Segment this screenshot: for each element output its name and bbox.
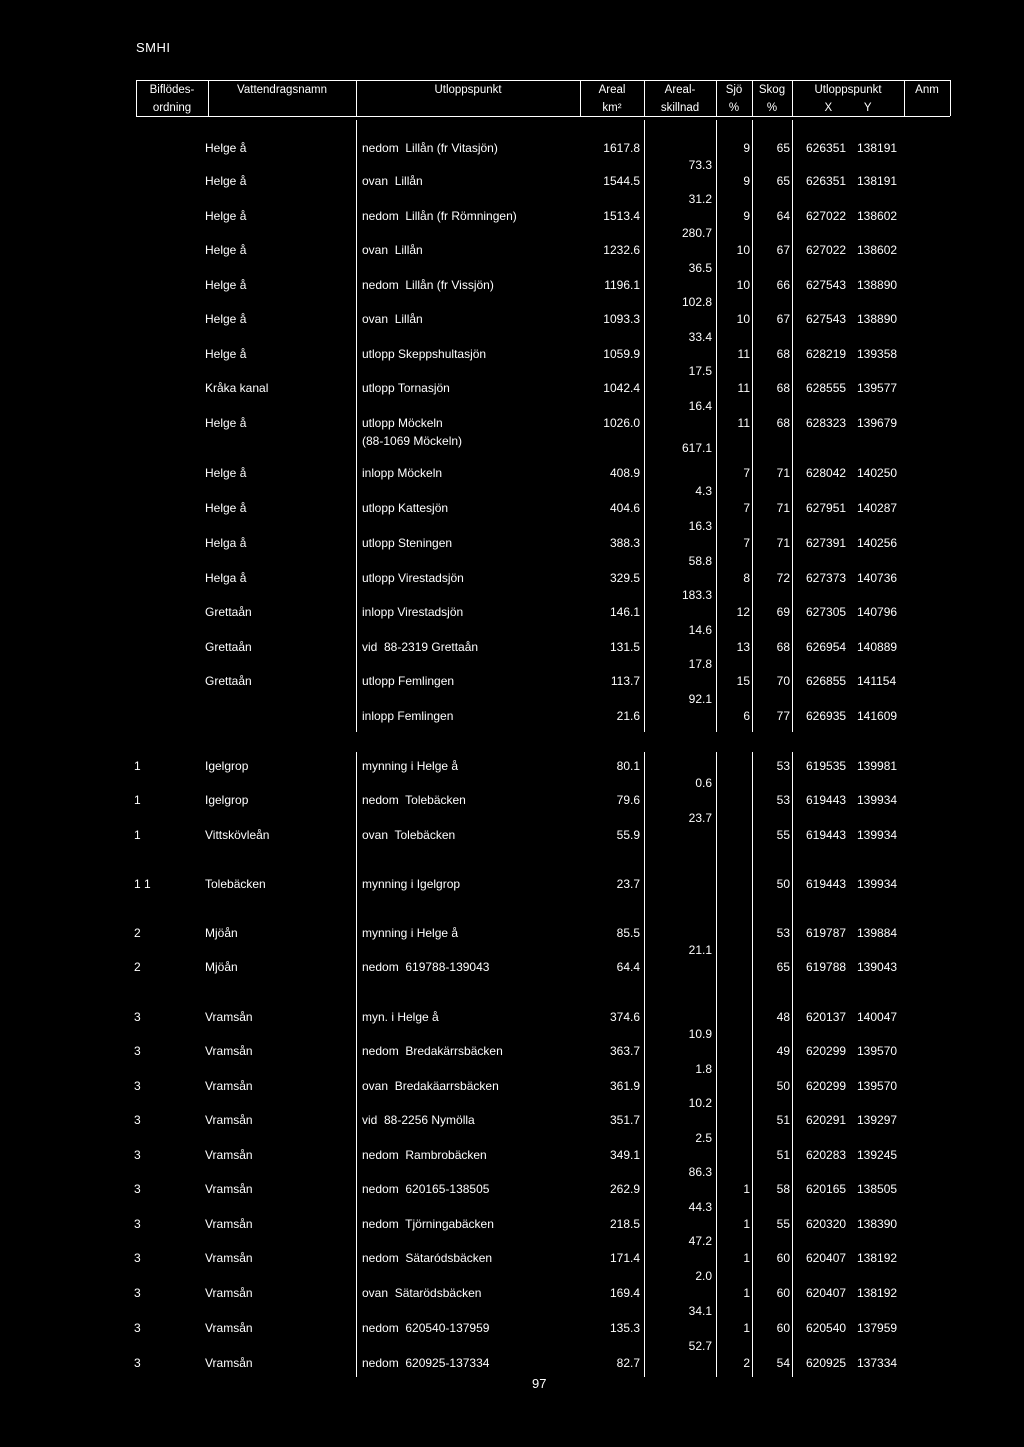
outlet-cell: nedom Lillån (fr Vissjön)	[362, 278, 494, 292]
header-utloppspunkt-xy: Utloppspunkt X Y	[814, 84, 882, 114]
order-cell: 2	[134, 960, 141, 974]
lake-pct-cell: 11	[737, 416, 750, 430]
forest-pct-cell: 77	[776, 709, 790, 723]
area-cell: 169.4	[609, 1286, 640, 1300]
forest-pct-cell: 68	[776, 347, 790, 361]
river-name-cell: Helge å	[205, 416, 247, 430]
outlet-y-cell: 139297	[857, 1113, 898, 1127]
order-cell: 3	[134, 1356, 141, 1370]
river-name-cell: Tolebäcken	[205, 877, 266, 891]
lake-pct-cell: 1	[743, 1321, 750, 1335]
outlet-x-cell: 628555	[806, 381, 847, 395]
outlet-cell: utlopp Tornasjön	[362, 381, 450, 395]
river-name-cell: Helga å	[205, 536, 247, 550]
outlet-y-cell: 139884	[857, 926, 898, 940]
area-difference-cell: 34.1	[688, 1304, 712, 1318]
lake-pct-cell: 7	[743, 536, 750, 550]
forest-pct-cell: 60	[776, 1321, 790, 1335]
outlet-x-cell: 619443	[806, 793, 847, 807]
outlet-y-cell: 140287	[857, 501, 898, 515]
outlet-cell: utlopp Virestadsjön	[362, 571, 464, 585]
area-cell: 363.7	[609, 1044, 640, 1058]
forest-pct-cell: 50	[776, 1079, 790, 1093]
outlet-cell: vid 88-2256 Nymölla	[362, 1113, 475, 1127]
forest-pct-cell: 51	[776, 1148, 790, 1162]
river-name-cell: Vramsån	[205, 1251, 253, 1265]
outlet-y-cell: 138192	[857, 1286, 898, 1300]
area-cell: 1196.1	[604, 278, 640, 292]
river-name-cell: Vramsån	[205, 1010, 253, 1024]
area-cell: 82.7	[616, 1356, 640, 1370]
forest-pct-cell: 71	[776, 536, 790, 550]
header-skog: Skog %	[758, 84, 786, 114]
forest-pct-cell: 68	[776, 640, 790, 654]
area-cell: 113.7	[610, 674, 640, 688]
lake-pct-cell: 7	[743, 466, 750, 480]
lake-pct-cell: 13	[736, 640, 750, 654]
rule-line	[644, 120, 645, 732]
river-name-cell: Mjöån	[205, 960, 238, 974]
area-difference-cell: 10.9	[688, 1027, 712, 1041]
outlet-y-cell: 138191	[857, 174, 898, 188]
outlet-y-cell: 138890	[857, 278, 898, 292]
area-cell: 351.7	[609, 1113, 640, 1127]
area-difference-cell: 183.3	[681, 588, 712, 602]
river-name-cell: Grettaån	[205, 640, 252, 654]
forest-pct-cell: 51	[776, 1113, 790, 1127]
area-difference-cell: 0.6	[695, 776, 712, 790]
area-cell: 171.4	[609, 1251, 640, 1265]
river-name-cell: Vittskövleån	[205, 828, 270, 842]
forest-pct-cell: 50	[776, 877, 790, 891]
outlet-y-cell: 139358	[857, 347, 898, 361]
river-name-cell: Vramsån	[205, 1286, 253, 1300]
area-difference-cell: 1.8	[695, 1062, 712, 1076]
outlet-cell: inlopp Virestadsjön	[362, 605, 464, 619]
outlet-y-cell: 137334	[857, 1356, 898, 1370]
outlet-cell: utlopp Kattesjön	[362, 501, 449, 515]
outlet-cell: ovan Lillån	[362, 312, 423, 326]
forest-pct-cell: 49	[776, 1044, 790, 1058]
outlet-cell: nedom Lillån (fr Römningen)	[362, 209, 517, 223]
area-difference-cell: 73.3	[688, 158, 712, 172]
outlet-x-cell: 626351	[806, 141, 847, 155]
rule-line	[792, 752, 793, 1377]
outlet-cell: inlopp Möckeln	[362, 466, 443, 480]
outlet-cell: utlopp Möckeln	[362, 416, 443, 430]
outlet-x-cell: 620291	[806, 1113, 847, 1127]
outlet-cell: utlopp Skeppshultasjön	[362, 347, 487, 361]
area-difference-cell: 52.7	[688, 1339, 712, 1353]
forest-pct-cell: 69	[776, 605, 790, 619]
area-cell: 1544.5	[603, 174, 640, 188]
river-name-cell: Vramsån	[205, 1182, 253, 1196]
forest-pct-cell: 67	[776, 312, 790, 326]
outlet-x-cell: 620299	[806, 1079, 847, 1093]
area-cell: 349.1	[609, 1148, 640, 1162]
forest-pct-cell: 66	[776, 278, 790, 292]
river-name-cell: Igelgrop	[205, 759, 249, 773]
outlet-y-cell: 139570	[857, 1044, 898, 1058]
river-name-cell: Igelgrop	[205, 793, 249, 807]
area-difference-cell: 36.5	[688, 261, 712, 275]
outlet-y-cell: 137959	[857, 1321, 898, 1335]
river-name-cell: Helge å	[205, 209, 247, 223]
rule-line	[792, 120, 793, 732]
outlet-cell: mynning i Helge å	[362, 759, 459, 773]
river-name-cell: Helge å	[205, 278, 247, 292]
area-cell: 329.5	[609, 571, 640, 585]
area-cell: 131.5	[609, 640, 640, 654]
header-utloppspunkt: Utloppspunkt	[434, 84, 502, 96]
area-difference-cell: 2.0	[695, 1269, 712, 1283]
rule-line	[752, 752, 753, 1377]
outlet-x-cell: 620407	[806, 1251, 847, 1265]
outlet-cell: mynning i Igelgrop	[362, 877, 461, 891]
area-cell: 80.1	[616, 759, 640, 773]
order-cell: 3	[134, 1148, 141, 1162]
header-anm: Anm	[915, 84, 939, 96]
outlet-cell: inlopp Femlingen	[362, 709, 454, 723]
order-cell: 3	[134, 1113, 141, 1127]
area-cell: 404.6	[609, 501, 640, 515]
river-name-cell: Helge å	[205, 347, 247, 361]
outlet-note-cell: (88-1069 Möckeln)	[362, 434, 463, 448]
order-cell: 1	[134, 793, 141, 807]
outlet-cell: nedom Lillån (fr Vitasjön)	[362, 141, 498, 155]
forest-pct-cell: 65	[776, 174, 790, 188]
river-name-cell: Helge å	[205, 312, 247, 326]
area-cell: 79.6	[616, 793, 640, 807]
area-cell: 55.9	[616, 828, 640, 842]
area-cell: 1059.9	[603, 347, 640, 361]
order-cell: 1	[134, 759, 141, 773]
area-cell: 1026.0	[603, 416, 640, 430]
river-name-cell: Helge å	[205, 501, 247, 515]
forest-pct-cell: 71	[776, 501, 790, 515]
outlet-y-cell: 138505	[857, 1182, 898, 1196]
order-cell: 3	[134, 1079, 141, 1093]
lake-pct-cell: 6	[743, 709, 750, 723]
outlet-cell: ovan Sätarödsbäcken	[362, 1286, 482, 1300]
order-cell: 3	[134, 1217, 141, 1231]
lake-pct-cell: 9	[743, 141, 750, 155]
header-areal: Areal km²	[598, 84, 626, 114]
area-cell: 408.9	[609, 466, 640, 480]
page-number: 97	[532, 1376, 547, 1391]
lake-pct-cell: 1	[743, 1217, 750, 1231]
area-cell: 64.4	[616, 960, 640, 974]
area-difference-cell: 102.8	[681, 295, 712, 309]
outlet-y-cell: 140889	[857, 640, 898, 654]
river-name-cell: Kråka kanal	[205, 381, 269, 395]
area-difference-cell: 23.7	[688, 811, 712, 825]
outlet-x-cell: 627543	[806, 312, 847, 326]
outlet-x-cell: 620540	[806, 1321, 847, 1335]
area-difference-cell: 33.4	[688, 330, 712, 344]
outlet-x-cell: 620925	[806, 1356, 847, 1370]
outlet-x-cell: 626855	[806, 674, 847, 688]
forest-pct-cell: 71	[776, 466, 790, 480]
lake-pct-cell: 10	[736, 243, 750, 257]
area-cell: 374.6	[609, 1010, 640, 1024]
outlet-y-cell: 138602	[857, 243, 898, 257]
lake-pct-cell: 9	[743, 174, 750, 188]
order-cell: 3	[134, 1182, 141, 1196]
area-difference-cell: 31.2	[688, 192, 712, 206]
forest-pct-cell: 65	[776, 960, 790, 974]
lake-pct-cell: 1	[743, 1182, 750, 1196]
outlet-x-cell: 627022	[806, 243, 847, 257]
area-cell: 1232.6	[603, 243, 640, 257]
area-difference-cell: 617.1	[681, 441, 712, 455]
outlet-x-cell: 620283	[806, 1148, 847, 1162]
area-difference-cell: 17.5	[688, 364, 712, 378]
forest-pct-cell: 60	[776, 1286, 790, 1300]
order-cell: 2	[134, 926, 141, 940]
forest-pct-cell: 55	[776, 828, 790, 842]
river-name-cell: Helge å	[205, 174, 247, 188]
outlet-y-cell: 139043	[857, 960, 898, 974]
order-cell: 3	[134, 1044, 141, 1058]
outlet-y-cell: 139934	[857, 828, 898, 842]
area-cell: 361.9	[609, 1079, 640, 1093]
outlet-x-cell: 620165	[806, 1182, 847, 1196]
outlet-x-cell: 628219	[806, 347, 847, 361]
outlet-cell: mynning i Helge å	[362, 926, 459, 940]
outlet-y-cell: 139577	[857, 381, 898, 395]
outlet-cell: vid 88-2319 Grettaån	[362, 640, 479, 654]
river-name-cell: Vramsån	[205, 1148, 253, 1162]
area-difference-cell: 16.3	[688, 519, 712, 533]
river-name-cell: Helga å	[205, 571, 247, 585]
outlet-cell: nedom 620165-138505	[362, 1182, 490, 1196]
outlet-x-cell: 626351	[806, 174, 847, 188]
order-cell: 1 1	[134, 877, 151, 891]
outlet-x-cell: 619535	[806, 759, 847, 773]
area-difference-cell: 21.1	[688, 943, 712, 957]
area-difference-cell: 2.5	[695, 1131, 712, 1145]
outlet-y-cell: 141609	[857, 709, 898, 723]
area-cell: 85.5	[616, 926, 640, 940]
river-name-cell: Vramsån	[205, 1321, 253, 1335]
river-name-cell: Vramsån	[205, 1044, 253, 1058]
outlet-cell: nedom 620925-137334	[362, 1356, 490, 1370]
outlet-y-cell: 139245	[857, 1148, 898, 1162]
river-name-cell: Helge å	[205, 141, 247, 155]
outlet-cell: ovan Lillån	[362, 174, 423, 188]
header-sjo: Sjö %	[725, 84, 743, 114]
outlet-cell: myn. i Helge å	[362, 1010, 439, 1024]
outlet-cell: utlopp Femlingen	[362, 674, 455, 688]
outlet-x-cell: 628042	[806, 466, 847, 480]
outlet-y-cell: 139570	[857, 1079, 898, 1093]
outlet-y-cell: 138890	[857, 312, 898, 326]
outlet-y-cell: 138602	[857, 209, 898, 223]
area-cell: 1617.8	[603, 141, 640, 155]
lake-pct-cell: 1	[743, 1251, 750, 1265]
lake-pct-cell: 7	[743, 501, 750, 515]
area-difference-cell: 4.3	[695, 484, 712, 498]
river-name-cell: Mjöån	[205, 926, 238, 940]
header-biflodesordning: Biflödes- ordning	[149, 84, 195, 114]
outlet-y-cell: 140256	[857, 536, 898, 550]
area-cell: 388.3	[609, 536, 640, 550]
outlet-y-cell: 140047	[857, 1010, 898, 1024]
order-cell: 3	[134, 1251, 141, 1265]
river-name-cell: Grettaån	[205, 605, 252, 619]
area-difference-cell: 47.2	[688, 1234, 712, 1248]
area-difference-cell: 92.1	[688, 692, 712, 706]
forest-pct-cell: 60	[776, 1251, 790, 1265]
outlet-cell: nedom Tjörningabäcken	[362, 1217, 494, 1231]
forest-pct-cell: 53	[776, 926, 790, 940]
outlet-y-cell: 139934	[857, 793, 898, 807]
area-cell: 146.1	[609, 605, 640, 619]
river-name-cell: Grettaån	[205, 674, 252, 688]
area-cell: 218.5	[609, 1217, 640, 1231]
outlet-y-cell: 138192	[857, 1251, 898, 1265]
lake-pct-cell: 8	[743, 571, 750, 585]
forest-pct-cell: 54	[776, 1356, 790, 1370]
outlet-x-cell: 619443	[806, 877, 847, 891]
area-cell: 135.3	[609, 1321, 640, 1335]
outlet-y-cell: 139679	[857, 416, 898, 430]
forest-pct-cell: 53	[776, 759, 790, 773]
header-vattendragsnamn: Vattendragsnamn	[237, 84, 327, 96]
river-name-cell: Vramsån	[205, 1217, 253, 1231]
outlet-x-cell: 619788	[806, 960, 847, 974]
rule-line	[356, 120, 357, 732]
area-cell: 1513.4	[603, 209, 640, 223]
header-label: SMHI	[136, 40, 171, 55]
outlet-x-cell: 627951	[806, 501, 847, 515]
area-difference-cell: 17.8	[688, 657, 712, 671]
forest-pct-cell: 70	[776, 674, 790, 688]
outlet-cell: nedom Bredakärrsbäcken	[362, 1044, 503, 1058]
outlet-cell: nedom 620540-137959	[362, 1321, 490, 1335]
forest-pct-cell: 58	[776, 1182, 790, 1196]
forest-pct-cell: 67	[776, 243, 790, 257]
outlet-x-cell: 627391	[806, 536, 847, 550]
outlet-cell: nedom Sätaródsbäcken	[362, 1251, 493, 1265]
outlet-cell: utlopp Steningen	[362, 536, 453, 550]
area-cell: 1093.3	[603, 312, 640, 326]
area-difference-cell: 86.3	[688, 1165, 712, 1179]
rule-line	[356, 752, 357, 1377]
lake-pct-cell: 10	[736, 312, 750, 326]
forest-pct-cell: 53	[776, 793, 790, 807]
forest-pct-cell: 55	[776, 1217, 790, 1231]
area-cell: 1042.4	[603, 381, 640, 395]
header-arealskillnad: Areal- skillnad	[660, 84, 700, 114]
lake-pct-cell: 11	[737, 381, 750, 395]
river-name-cell: Helge å	[205, 243, 247, 257]
outlet-y-cell: 140736	[857, 571, 898, 585]
outlet-x-cell: 627373	[806, 571, 847, 585]
forest-pct-cell: 68	[776, 381, 790, 395]
area-cell: 262.9	[609, 1182, 640, 1196]
lake-pct-cell: 1	[743, 1286, 750, 1300]
outlet-cell: ovan Lillån	[362, 243, 423, 257]
river-name-cell: Vramsån	[205, 1113, 253, 1127]
forest-pct-cell: 48	[776, 1010, 790, 1024]
outlet-cell: nedom Tolebäcken	[362, 793, 466, 807]
outlet-y-cell: 140250	[857, 466, 898, 480]
forest-pct-cell: 65	[776, 141, 790, 155]
outlet-cell: nedom Rambrobäcken	[362, 1148, 487, 1162]
forest-pct-cell: 68	[776, 416, 790, 430]
outlet-y-cell: 140796	[857, 605, 898, 619]
lake-pct-cell: 15	[736, 674, 750, 688]
area-difference-cell: 16.4	[688, 399, 712, 413]
outlet-x-cell: 620299	[806, 1044, 847, 1058]
outlet-x-cell: 620320	[806, 1217, 847, 1231]
outlet-x-cell: 627022	[806, 209, 847, 223]
lake-pct-cell: 10	[736, 278, 750, 292]
outlet-y-cell: 138390	[857, 1217, 898, 1231]
outlet-x-cell: 627305	[806, 605, 847, 619]
outlet-x-cell: 619443	[806, 828, 847, 842]
outlet-cell: ovan Tolebäcken	[362, 828, 456, 842]
outlet-x-cell: 620137	[806, 1010, 847, 1024]
lake-pct-cell: 12	[736, 605, 750, 619]
area-cell: 23.7	[616, 877, 640, 891]
outlet-x-cell: 626935	[806, 709, 847, 723]
area-difference-cell: 280.7	[681, 226, 712, 240]
lake-pct-cell: 2	[743, 1356, 750, 1370]
outlet-x-cell: 626954	[806, 640, 847, 654]
outlet-x-cell: 620407	[806, 1286, 847, 1300]
rule-line	[950, 80, 951, 116]
outlet-x-cell: 628323	[806, 416, 847, 430]
order-cell: 3	[134, 1321, 141, 1335]
area-cell: 21.6	[616, 709, 640, 723]
rule-line	[716, 752, 717, 1377]
outlet-x-cell: 627543	[806, 278, 847, 292]
lake-pct-cell: 11	[737, 347, 750, 361]
river-name-cell: Vramsån	[205, 1079, 253, 1093]
area-difference-cell: 58.8	[688, 554, 712, 568]
forest-pct-cell: 64	[776, 209, 790, 223]
river-name-cell: Helge å	[205, 466, 247, 480]
lake-pct-cell: 9	[743, 209, 750, 223]
outlet-y-cell: 138191	[857, 141, 898, 155]
area-difference-cell: 10.2	[688, 1096, 712, 1110]
area-difference-cell: 44.3	[688, 1200, 712, 1214]
order-cell: 3	[134, 1286, 141, 1300]
outlet-x-cell: 619787	[806, 926, 847, 940]
river-name-cell: Vramsån	[205, 1356, 253, 1370]
outlet-y-cell: 139981	[857, 759, 898, 773]
outlet-y-cell: 141154	[857, 674, 897, 688]
outlet-cell: ovan Bredakäarrsbäcken	[362, 1079, 499, 1093]
forest-pct-cell: 72	[776, 571, 790, 585]
outlet-cell: nedom 619788-139043	[362, 960, 490, 974]
order-cell: 3	[134, 1010, 141, 1024]
outlet-y-cell: 139934	[857, 877, 898, 891]
area-difference-cell: 14.6	[688, 623, 712, 637]
order-cell: 1	[134, 828, 141, 842]
